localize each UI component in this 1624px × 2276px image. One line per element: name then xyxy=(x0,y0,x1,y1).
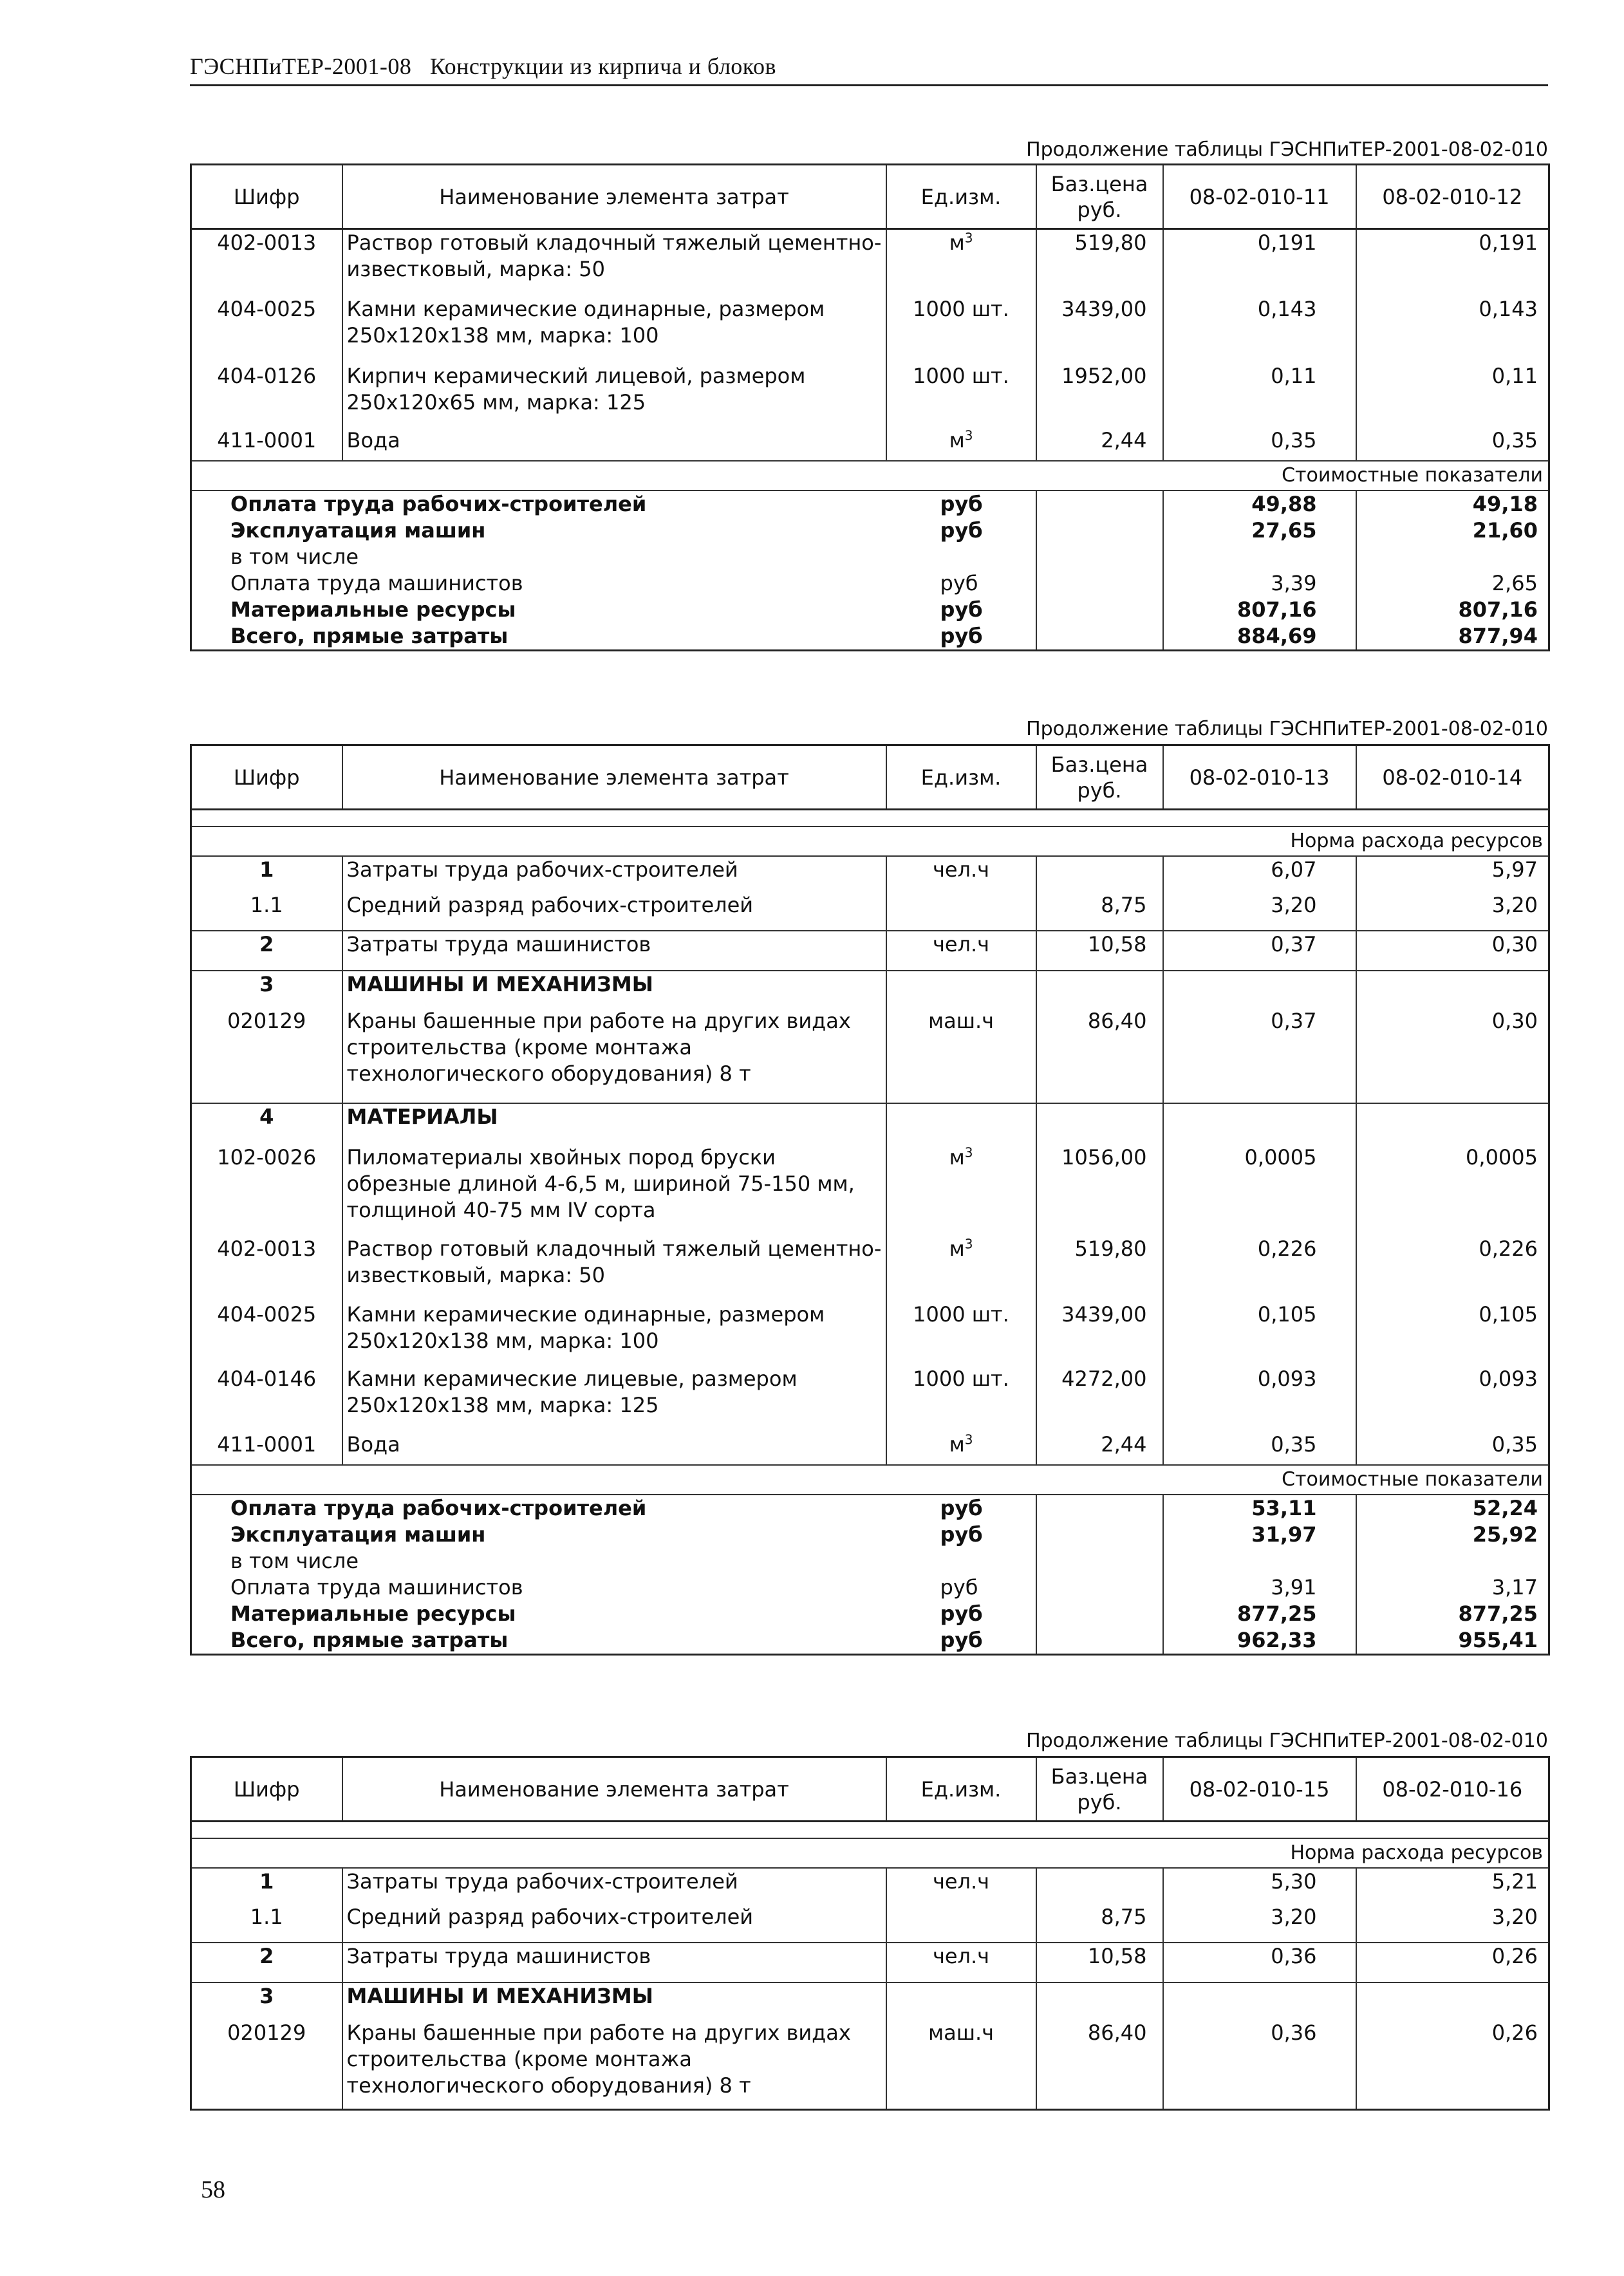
cost-price xyxy=(1036,1495,1163,1522)
row-name: Затраты труда рабочих-строителей xyxy=(342,1868,886,1904)
row-name: Краны башенные при работе на других видах строительства (кроме монтажа технологического оборудования) 8 т xyxy=(342,1008,886,1103)
spacer-row xyxy=(191,810,1549,826)
cost-row xyxy=(191,518,1549,544)
row-code: 3 xyxy=(191,971,342,1008)
spacer-cell xyxy=(191,810,1549,826)
section-row-costs xyxy=(191,1465,1549,1495)
table-row xyxy=(191,1008,1549,1103)
col-header-unit: Ед.изм. xyxy=(886,165,1036,229)
row-code: 404-0025 xyxy=(217,296,317,321)
row-value-b: 3,20 xyxy=(1356,892,1549,931)
cost-label: в том числе xyxy=(230,544,359,569)
row-unit: 1000 шт. xyxy=(886,1366,1036,1432)
row-value-b: 0,26 xyxy=(1356,2020,1549,2110)
row-price: 4272,00 xyxy=(1036,1366,1163,1432)
row-code: 4 xyxy=(191,1103,342,1144)
cost-unit: руб xyxy=(940,1601,983,1626)
cost-value-a: 962,33 xyxy=(1163,1627,1356,1655)
col-header-b: 08-02-010-14 xyxy=(1356,745,1549,810)
row-value-a: 0,143 xyxy=(1163,296,1356,363)
cost-value-b: 25,92 xyxy=(1356,1522,1549,1548)
row-value-b: 0,093 xyxy=(1356,1366,1549,1432)
cost-unit: руб xyxy=(940,491,983,516)
row-price xyxy=(1036,1982,1163,2020)
row-code: 1.1 xyxy=(250,892,283,917)
row-unit: маш.ч xyxy=(886,2020,1036,2110)
cost-label: Материальные ресурсы xyxy=(230,597,516,622)
row-unit xyxy=(886,1103,1036,1144)
row-code: 1 xyxy=(259,1869,274,1894)
cost-price xyxy=(1036,490,1163,518)
row-value-b: 0,143 xyxy=(1356,296,1549,363)
row-value-a: 0,35 xyxy=(1163,427,1356,461)
row-unit xyxy=(886,1982,1036,2020)
row-name: Камни керамические лицевые, размером 250х120х138 мм, марка: 125 xyxy=(342,1366,886,1432)
row-name: Затраты труда рабочих-строителей xyxy=(342,856,886,892)
row-value-b: 0,0005 xyxy=(1356,1144,1549,1236)
col-header-a: 08-02-010-13 xyxy=(1163,745,1356,810)
cost-value-b: 807,16 xyxy=(1356,597,1549,623)
table-caption: Продолжение таблицы ГЭСНПиТЕР-2001-08-02-010 xyxy=(1026,138,1548,161)
row-code: 102-0026 xyxy=(217,1144,317,1170)
col-header-price: Баз.цена руб. xyxy=(1036,1757,1163,1822)
col-header-name: Наименование элемента затрат xyxy=(342,745,886,810)
cost-row xyxy=(191,1601,1549,1627)
cost-unit: руб xyxy=(940,1495,983,1520)
cost-unit: руб xyxy=(940,518,983,543)
row-value-b: 0,35 xyxy=(1356,1432,1549,1465)
row-value-b: 3,20 xyxy=(1356,1904,1549,1943)
row-code: 020129 xyxy=(227,1008,306,1033)
table-caption: Продолжение таблицы ГЭСНПиТЕР-2001-08-02-010 xyxy=(1026,718,1548,740)
row-code: 2 xyxy=(191,931,342,971)
table-row xyxy=(191,1144,1549,1236)
row-name: Камни керамические одинарные, размером 250х120х138 мм, марка: 100 xyxy=(342,296,886,363)
cost-value-b: 21,60 xyxy=(1356,518,1549,544)
cost-unit: руб xyxy=(940,1522,983,1547)
row-price: 519,80 xyxy=(1036,229,1163,296)
row-name: Кирпич керамический лицевой, размером 250х120х65 мм, марка: 125 xyxy=(342,363,886,427)
table-row xyxy=(191,1301,1549,1366)
col-header-unit: Ед.изм. xyxy=(886,745,1036,810)
col-header-a: 08-02-010-15 xyxy=(1163,1757,1356,1822)
cost-value-a xyxy=(1163,1548,1356,1574)
table-row xyxy=(191,229,1549,296)
cost-value-a: 884,69 xyxy=(1163,623,1356,651)
cost-row xyxy=(191,1574,1549,1601)
cost-label: Материальные ресурсы xyxy=(230,1601,516,1626)
table-row xyxy=(191,931,1549,971)
table-row xyxy=(191,1982,1549,2020)
table-row xyxy=(191,1366,1549,1432)
row-value-a: 3,20 xyxy=(1163,1904,1356,1943)
row-name: МАТЕРИАЛЫ xyxy=(342,1103,886,1144)
cost-value-a: 3,39 xyxy=(1163,570,1356,597)
row-price xyxy=(1036,971,1163,1008)
row-price: 3439,00 xyxy=(1036,296,1163,363)
row-value-a: 0,191 xyxy=(1163,229,1356,296)
page-header xyxy=(190,50,1548,86)
table-row xyxy=(191,296,1549,363)
row-unit: чел.ч xyxy=(886,1943,1036,1982)
row-code: 404-0025 xyxy=(217,1301,317,1327)
row-unit: $м^3$ xyxy=(886,1144,1036,1236)
row-unit: маш.ч xyxy=(886,1008,1036,1103)
section-label: Норма расхода ресурсов xyxy=(191,826,1549,856)
table-header-row xyxy=(191,1757,1549,1822)
row-code: 1 xyxy=(259,857,274,882)
row-name: Средний разряд рабочих-строителей xyxy=(342,1904,886,1943)
row-price xyxy=(1036,856,1163,892)
cost-value-b: 2,65 xyxy=(1356,570,1549,597)
cost-price xyxy=(1036,623,1163,651)
row-name: Краны башенные при работе на других видах строительства (кроме монтажа технологического оборудования) 8 т xyxy=(342,2020,886,2110)
section-label: Норма расхода ресурсов xyxy=(191,1838,1549,1868)
row-value-a: 0,36 xyxy=(1163,2020,1356,2110)
row-price: 1952,00 xyxy=(1036,363,1163,427)
row-price: 2,44 xyxy=(1036,1432,1163,1465)
cost-price xyxy=(1036,1548,1163,1574)
row-code: 3 xyxy=(191,1982,342,2020)
row-unit: чел.ч xyxy=(886,856,1036,892)
row-value-a: 0,37 xyxy=(1163,1008,1356,1103)
row-code: 411-0001 xyxy=(217,1432,317,1457)
col-header-code: Шифр xyxy=(191,1757,342,1822)
row-name: Вода xyxy=(342,427,886,461)
cost-value-a: 53,11 xyxy=(1163,1495,1356,1522)
row-code: 1.1 xyxy=(250,1904,283,1929)
row-name: Затраты труда машинистов xyxy=(342,931,886,971)
row-name: Камни керамические одинарные, размером 250х120х138 мм, марка: 100 xyxy=(342,1301,886,1366)
section-label: Стоимостные показатели xyxy=(191,1465,1549,1495)
row-code: 411-0001 xyxy=(217,427,317,452)
cost-price xyxy=(1036,1522,1163,1548)
table-row xyxy=(191,856,1549,892)
row-code: 020129 xyxy=(227,2020,306,2045)
row-name: Средний разряд рабочих-строителей xyxy=(342,892,886,931)
col-header-code: Шифр xyxy=(191,745,342,810)
row-code: 402-0013 xyxy=(217,1236,317,1261)
cost-label: Оплата труда машинистов xyxy=(230,1574,523,1600)
row-name: МАШИНЫ И МЕХАНИЗМЫ xyxy=(342,1982,886,2020)
resource-table xyxy=(190,744,1550,1656)
row-unit: $м^3$ xyxy=(886,427,1036,461)
table-row xyxy=(191,363,1549,427)
row-value-b: 5,97 xyxy=(1356,856,1549,892)
table-row xyxy=(191,1432,1549,1465)
table-row xyxy=(191,971,1549,1008)
row-value-a: 0,226 xyxy=(1163,1236,1356,1301)
row-value-a: 0,35 xyxy=(1163,1432,1356,1465)
cost-price xyxy=(1036,570,1163,597)
table-row xyxy=(191,1904,1549,1943)
row-price: 8,75 xyxy=(1036,1904,1163,1943)
row-value-b: 0,11 xyxy=(1356,363,1549,427)
cost-value-a: 49,88 xyxy=(1163,490,1356,518)
cost-row xyxy=(191,1495,1549,1522)
table-header-row xyxy=(191,165,1549,229)
section-row-costs xyxy=(191,461,1549,490)
cost-value-a: 877,25 xyxy=(1163,1601,1356,1627)
col-header-a: 08-02-010-11 xyxy=(1163,165,1356,229)
table-caption: Продолжение таблицы ГЭСНПиТЕР-2001-08-02-010 xyxy=(1026,1730,1548,1752)
section-label: Стоимостные показатели xyxy=(191,461,1549,490)
col-header-price: Баз.цена руб. xyxy=(1036,745,1163,810)
cost-row xyxy=(191,544,1549,570)
cost-value-b: 877,25 xyxy=(1356,1601,1549,1627)
row-value-b: 0,105 xyxy=(1356,1301,1549,1366)
row-value-a: 0,11 xyxy=(1163,363,1356,427)
section-row-norms xyxy=(191,1838,1549,1868)
row-unit xyxy=(886,1904,1036,1943)
row-unit xyxy=(886,971,1036,1008)
cost-label: в том числе xyxy=(230,1548,359,1573)
row-value-a: 0,0005 xyxy=(1163,1144,1356,1236)
row-code: 404-0146 xyxy=(217,1366,317,1391)
cost-price xyxy=(1036,544,1163,570)
table-row xyxy=(191,1236,1549,1301)
row-unit xyxy=(886,892,1036,931)
table-row xyxy=(191,892,1549,931)
cost-price xyxy=(1036,1601,1163,1627)
cost-label: Эксплуатация машин xyxy=(230,518,486,543)
row-price: 2,44 xyxy=(1036,427,1163,461)
row-unit: $м^3$ xyxy=(886,1236,1036,1301)
col-header-unit: Ед.изм. xyxy=(886,1757,1036,1822)
col-header-price: Баз.цена руб. xyxy=(1036,165,1163,229)
cost-unit xyxy=(886,544,1036,570)
row-code: 404-0126 xyxy=(217,363,317,388)
row-price: 519,80 xyxy=(1036,1236,1163,1301)
row-value-a: 0,093 xyxy=(1163,1366,1356,1432)
cost-value-a: 3,91 xyxy=(1163,1574,1356,1601)
cost-unit: руб xyxy=(940,623,983,648)
cost-value-b: 49,18 xyxy=(1356,490,1549,518)
row-value-b: 0,35 xyxy=(1356,427,1549,461)
cost-row xyxy=(191,1627,1549,1655)
cost-unit: руб xyxy=(940,1574,978,1600)
row-name: Вода xyxy=(342,1432,886,1465)
row-unit: 1000 шт. xyxy=(886,363,1036,427)
row-name: Раствор готовый кладочный тяжелый цементно-известковый, марка: 50 xyxy=(342,229,886,296)
row-code: 2 xyxy=(191,1943,342,1982)
cost-label: Оплата труда рабочих-строителей xyxy=(230,491,647,516)
cost-label: Всего, прямые затраты xyxy=(230,623,509,648)
spacer-cell xyxy=(191,1822,1549,1838)
row-code: 402-0013 xyxy=(217,230,317,255)
row-value-a: 3,20 xyxy=(1163,892,1356,931)
row-unit: чел.ч xyxy=(886,931,1036,971)
row-price: 8,75 xyxy=(1036,892,1163,931)
cost-value-a xyxy=(1163,544,1356,570)
row-unit: чел.ч xyxy=(886,1868,1036,1904)
cost-row xyxy=(191,490,1549,518)
row-name: Раствор готовый кладочный тяжелый цементно-известковый, марка: 50 xyxy=(342,1236,886,1301)
cost-price xyxy=(1036,518,1163,544)
row-unit: 1000 шт. xyxy=(886,1301,1036,1366)
row-value-a: 0,36 xyxy=(1163,1943,1356,1982)
row-price: 1056,00 xyxy=(1036,1144,1163,1236)
row-value-a xyxy=(1163,971,1356,1008)
row-price: 10,58 xyxy=(1036,1943,1163,1982)
row-unit: 1000 шт. xyxy=(886,296,1036,363)
row-price: 10,58 xyxy=(1036,931,1163,971)
page-number: 58 xyxy=(201,2176,225,2203)
row-price: 86,40 xyxy=(1036,1008,1163,1103)
row-value-b: 0,30 xyxy=(1356,1008,1549,1103)
cost-value-b xyxy=(1356,544,1549,570)
row-price xyxy=(1036,1868,1163,1904)
cost-value-b xyxy=(1356,1548,1549,1574)
resource-table xyxy=(190,1756,1550,2111)
cost-unit: руб xyxy=(940,597,983,622)
table-row xyxy=(191,1868,1549,1904)
row-value-b: 0,226 xyxy=(1356,1236,1549,1301)
cost-unit: руб xyxy=(940,1627,983,1652)
cost-unit xyxy=(886,1548,1036,1574)
cost-value-b: 3,17 xyxy=(1356,1574,1549,1601)
col-header-name: Наименование элемента затрат xyxy=(342,1757,886,1822)
row-value-b xyxy=(1356,1103,1549,1144)
cost-row xyxy=(191,1522,1549,1548)
col-header-code: Шифр xyxy=(191,165,342,229)
row-price xyxy=(1036,1103,1163,1144)
cost-price xyxy=(1036,1627,1163,1655)
table-header-row xyxy=(191,745,1549,810)
cost-label: Эксплуатация машин xyxy=(230,1522,486,1547)
table-row xyxy=(191,1943,1549,1982)
table-row xyxy=(191,1103,1549,1144)
row-price: 3439,00 xyxy=(1036,1301,1163,1366)
row-value-a xyxy=(1163,1103,1356,1144)
cost-price xyxy=(1036,1574,1163,1601)
col-header-name: Наименование элемента затрат xyxy=(342,165,886,229)
cost-value-a: 27,65 xyxy=(1163,518,1356,544)
document-title: ГЭСНПиТЕР-2001-08 Конструкции из кирпича и блоков xyxy=(190,53,776,79)
row-value-b: 0,30 xyxy=(1356,931,1549,971)
resource-table xyxy=(190,163,1550,651)
row-value-b: 0,26 xyxy=(1356,1943,1549,1982)
row-price: 86,40 xyxy=(1036,2020,1163,2110)
cost-value-b: 877,94 xyxy=(1356,623,1549,651)
row-value-a: 0,37 xyxy=(1163,931,1356,971)
row-unit: $м^3$ xyxy=(886,1432,1036,1465)
cost-row xyxy=(191,1548,1549,1574)
row-name: Пиломатериалы хвойных пород бруски обрезные длиной 4-6,5 м, шириной 75-150 мм, толщиной 40-75 мм IV сорта xyxy=(342,1144,886,1236)
row-value-a: 0,105 xyxy=(1163,1301,1356,1366)
col-header-b: 08-02-010-16 xyxy=(1356,1757,1549,1822)
row-name: Затраты труда машинистов xyxy=(342,1943,886,1982)
col-header-b: 08-02-010-12 xyxy=(1356,165,1549,229)
row-value-b: 0,191 xyxy=(1356,229,1549,296)
row-value-a: 5,30 xyxy=(1163,1868,1356,1904)
cost-unit: руб xyxy=(940,570,978,595)
table-row xyxy=(191,427,1549,461)
spacer-row xyxy=(191,1822,1549,1838)
cost-label: Оплата труда рабочих-строителей xyxy=(230,1495,647,1520)
row-value-b: 5,21 xyxy=(1356,1868,1549,1904)
row-name: МАШИНЫ И МЕХАНИЗМЫ xyxy=(342,971,886,1008)
row-value-a xyxy=(1163,1982,1356,2020)
cost-price xyxy=(1036,597,1163,623)
row-unit: $м^3$ xyxy=(886,229,1036,296)
cost-value-a: 807,16 xyxy=(1163,597,1356,623)
cost-row xyxy=(191,570,1549,597)
row-value-a: 6,07 xyxy=(1163,856,1356,892)
cost-value-a: 31,97 xyxy=(1163,1522,1356,1548)
table-row xyxy=(191,2020,1549,2110)
cost-label: Всего, прямые затраты xyxy=(230,1627,509,1652)
cost-row xyxy=(191,623,1549,651)
cost-label: Оплата труда машинистов xyxy=(230,570,523,595)
cost-value-b: 52,24 xyxy=(1356,1495,1549,1522)
row-value-b xyxy=(1356,1982,1549,2020)
section-row-norms xyxy=(191,826,1549,856)
cost-row xyxy=(191,597,1549,623)
cost-value-b: 955,41 xyxy=(1356,1627,1549,1655)
row-value-b xyxy=(1356,971,1549,1008)
